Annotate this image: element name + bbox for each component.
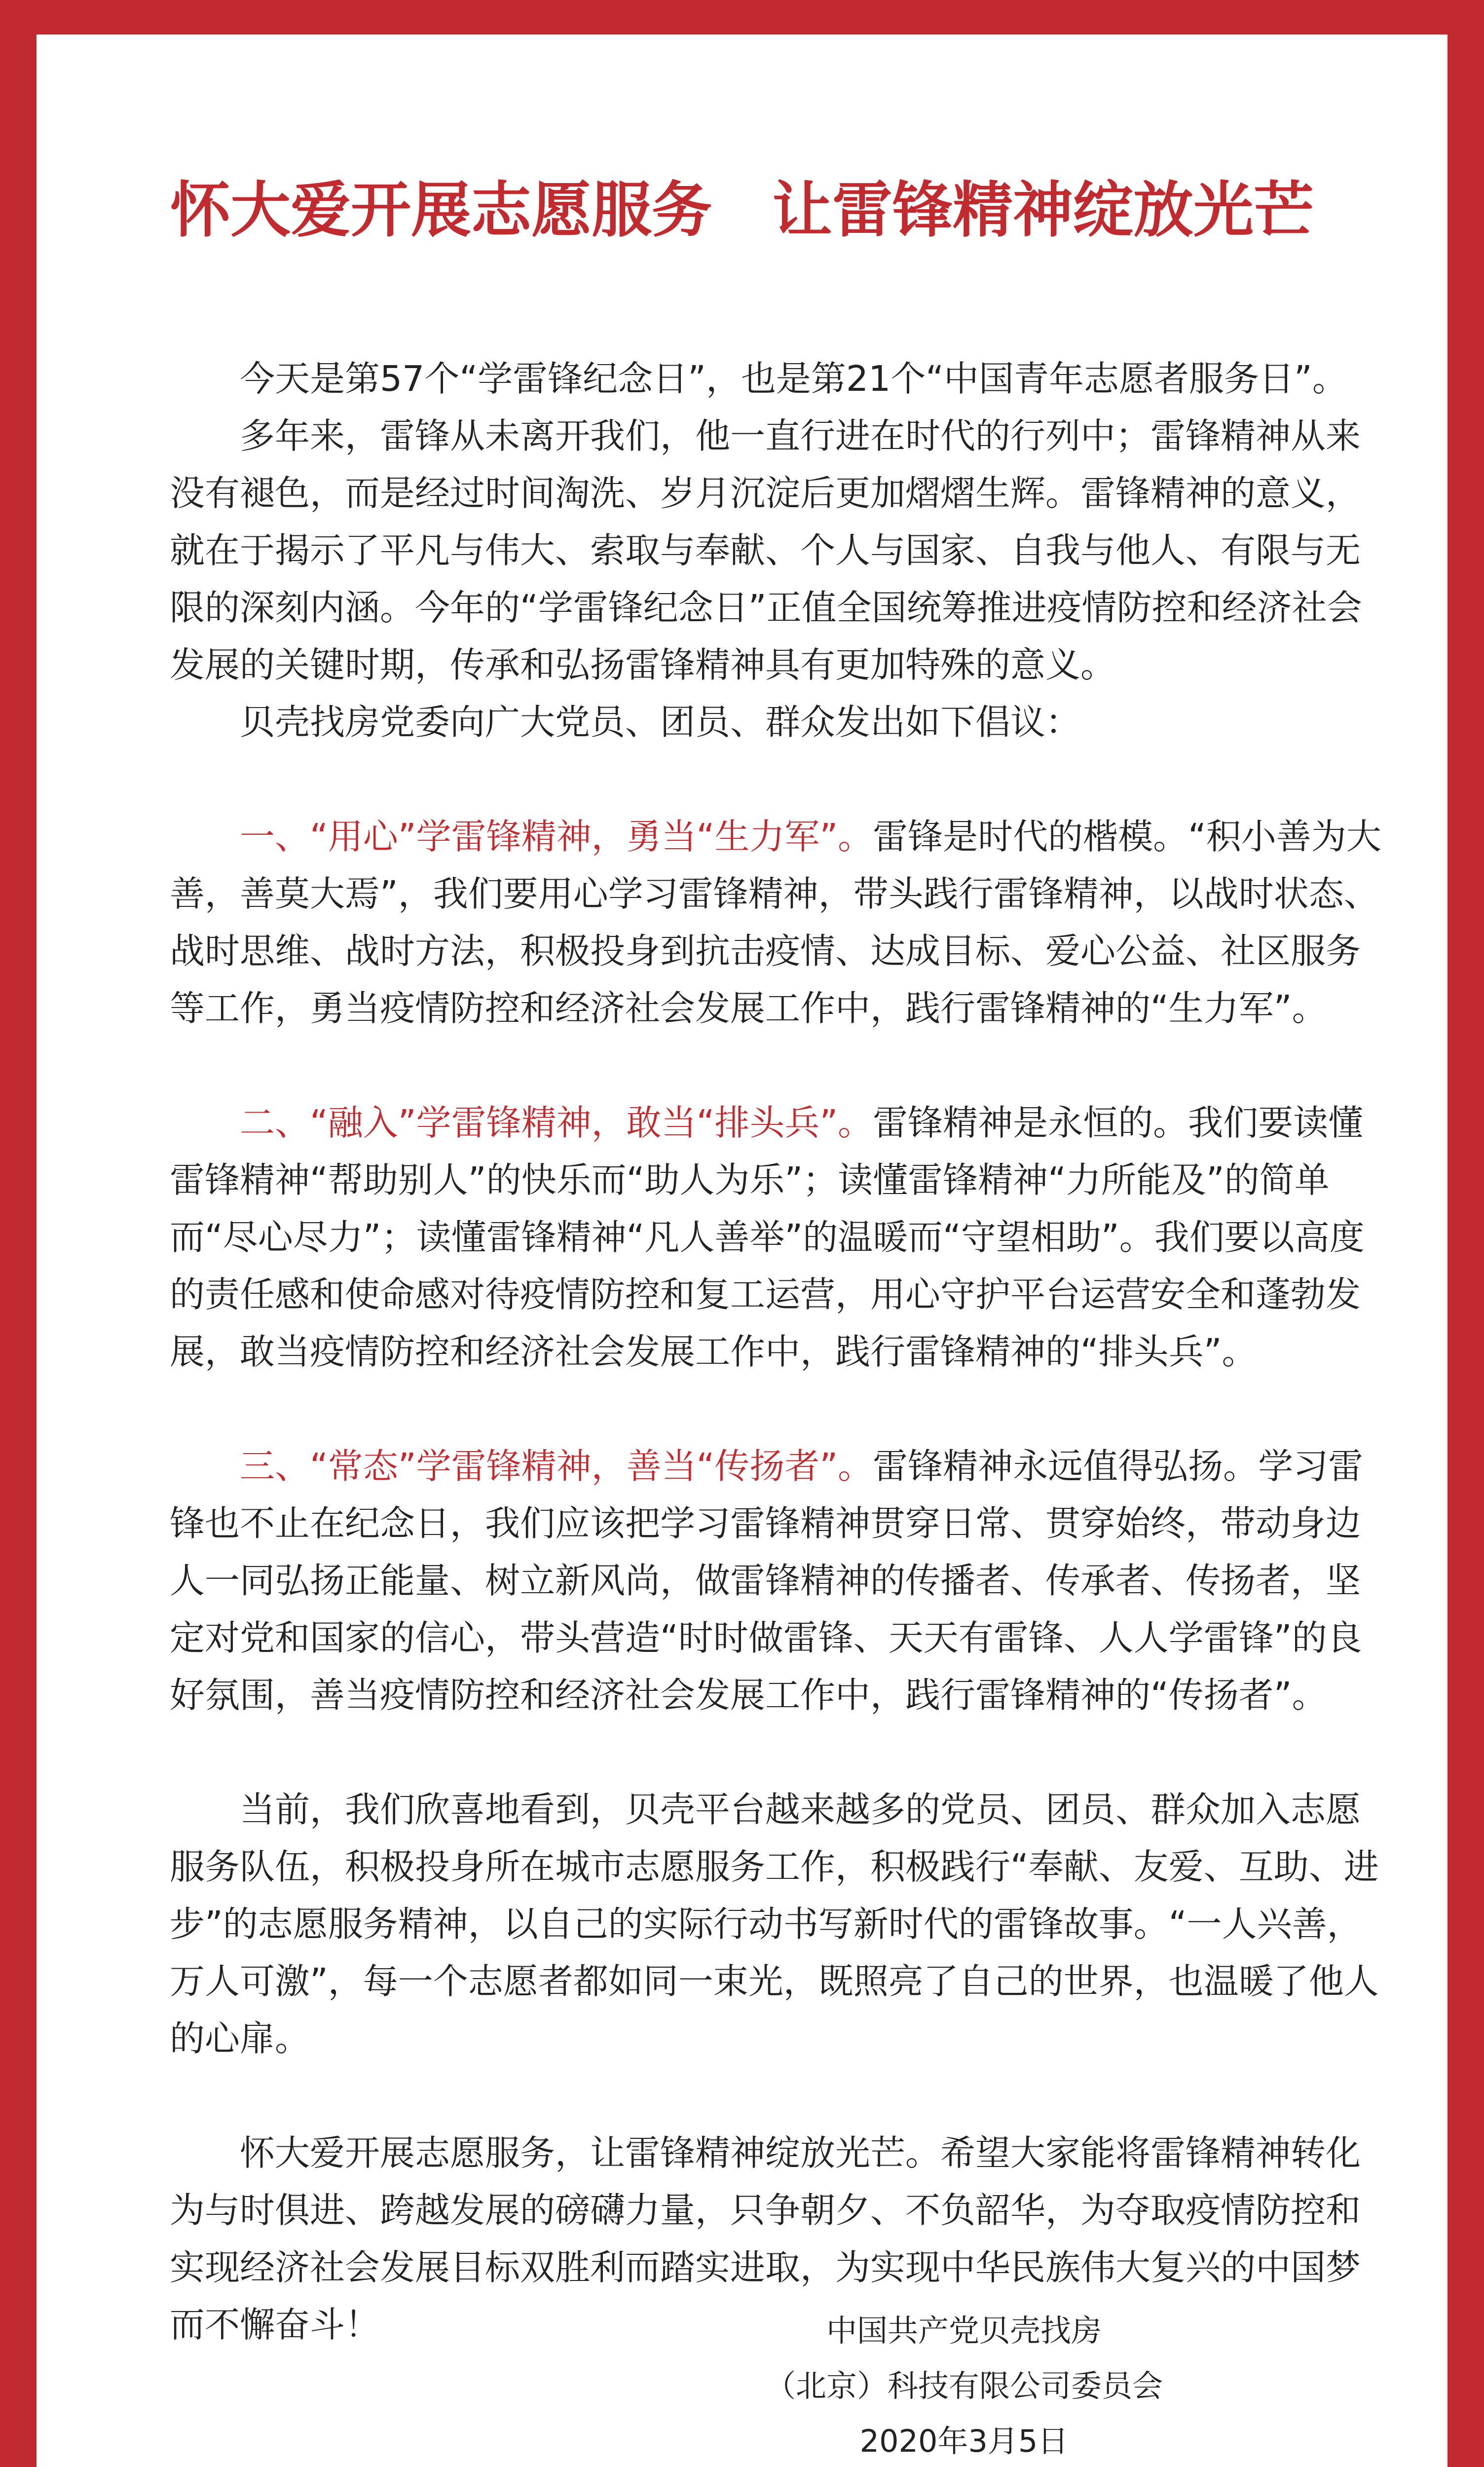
initiative-three-body: 雷锋精神永远值得弘扬。学习雷锋也不止在纪念日，我们应该把学习雷锋精神贯穿日常、贯穿始终，带动身边人一同弘扬正能量、树立新风尚，做雷锋精神的传播者、传承者、传扬者，坚定对党和国家的信心，带头营造“时时做雷锋、天天有雷锋、人人学雷锋”的良好氛围，善当疫情防控和经济社会发展工作中，践行雷锋精神的“传扬者”。 <box>170 1446 1364 1716</box>
signature-line-2: （北京）科技有限公司委员会 <box>765 2368 1163 2404</box>
initiative-three <box>170 1438 1393 1724</box>
signature-date: 2020年3月5日 <box>859 2423 1069 2459</box>
initiative-three-heading: 三、“常态”学雷锋精神，善当“传扬者”。 <box>240 1446 873 1487</box>
initiative-one <box>170 808 1393 1037</box>
initiative-one-heading: 一、“用心”学雷锋精神，勇当“生力军”。 <box>240 816 873 857</box>
signature-block <box>668 2303 1260 2467</box>
red-border-frame <box>37 35 1447 2467</box>
paragraph-initiative-lead: 贝壳找房党委向广大党员、团员、群众发出如下倡议： <box>240 702 1081 743</box>
document-title: 怀大爱开展志愿服务 让雷锋精神绽放光芒 <box>170 175 1314 245</box>
initiative-two-body: 雷锋精神是永恒的。我们要读懂雷锋精神“帮助别人”的快乐而“助人为乐”；读懂雷锋精神“力所能及”的简单而“尽心尽力”；读懂雷锋精神“凡人善举”的温暖而“守望相助”。我们要以高度的责任感和使命感对待疫情防控和复工运营，用心守护平台运营安全和蓬勃发展，敢当疫情防控和经济社会发展工作中，践行雷锋精神的“排头兵”。 <box>170 1102 1365 1372</box>
signature-line-1: 中国共产党贝壳找房 <box>826 2313 1102 2349</box>
initiative-one-body: 雷锋是时代的楷模。“积小善为大善，善莫大焉”，我们要用心学习雷锋精神，带头践行雷锋精神，以战时状态、战时思维、战时方法，积极投身到抗击疫情、达成目标、爱心公益、社区服务等工作，勇当疫情防控和经济社会发展工作中，践行雷锋精神的“生力军”。 <box>170 816 1381 1029</box>
document-body <box>170 350 1393 2354</box>
initiative-two <box>170 1094 1393 1381</box>
paragraph-volunteers: 当前，我们欣喜地看到，贝壳平台越来越多的党员、团员、群众加入志愿服务队伍，积极投身所在城市志愿服务工作，积极践行“奉献、友爱、互助、进步”的志愿服务精神，以自己的实际行动书写新时代的雷锋故事。“一人兴善，万人可激”，每一个志愿者都如同一束光，既照亮了自己的世界，也温暖了他人的心扉。 <box>170 1789 1379 2059</box>
paragraph-closing: 怀大爱开展志愿服务，让雷锋精神绽放光芒。希望大家能将雷锋精神转化为与时俱进、跨越发展的磅礴力量，只争朝夕、不负韶华，为夺取疫情防控和实现经济社会发展目标双胜利而踏实进取，为实现中华民族伟大复兴的中国梦而不懈奋斗！ <box>170 2132 1361 2345</box>
paragraph-intro: 今天是第57个“学雷锋纪念日”，也是第21个“中国青年志愿者服务日”。 <box>240 358 1347 399</box>
paragraph-significance: 多年来，雷锋从未离开我们，他一直行进在时代的行列中；雷锋精神从来没有褪色，而是经过时间淘洗、岁月沉淀后更加熠熠生辉。雷锋精神的意义，就在于揭示了平凡与伟大、索取与奉献、个人与国家、自我与他人、有限与无限的深刻内涵。今年的“学雷锋纪念日”正值全国统筹推进疫情防控和经济社会发展的关键时期，传承和弘扬雷锋精神具有更加特殊的意义。 <box>170 415 1362 685</box>
initiative-two-heading: 二、“融入”学雷锋精神，敢当“排头兵”。 <box>240 1102 873 1143</box>
